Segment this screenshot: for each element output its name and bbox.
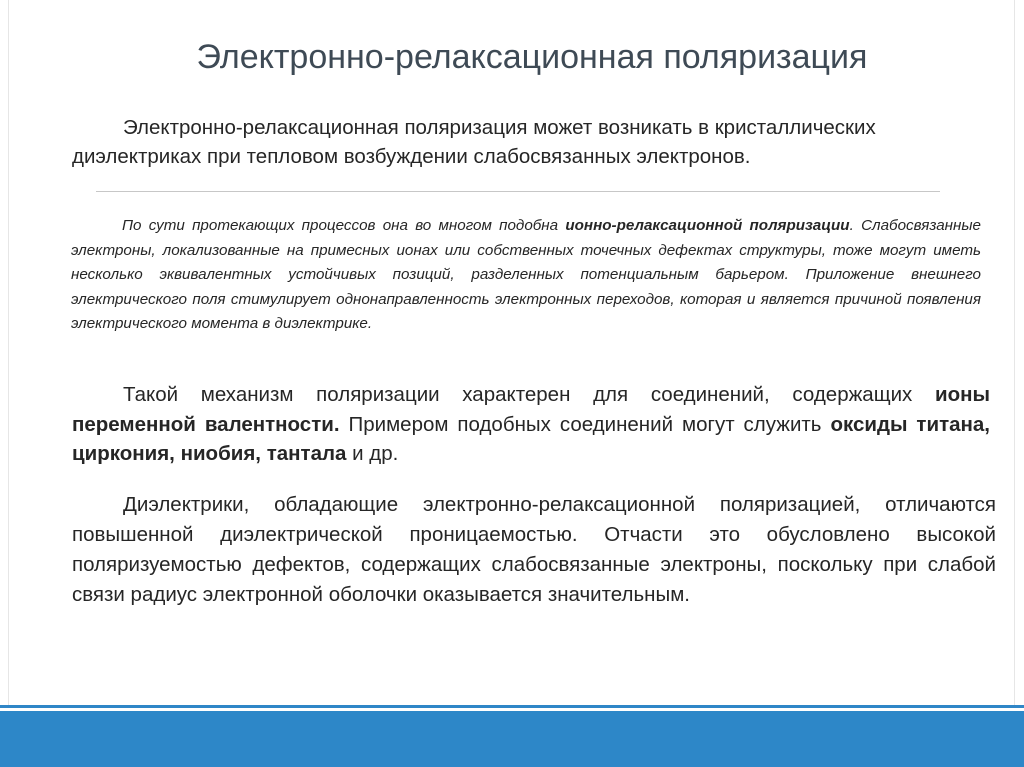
mechanism-text-middle: Примером подобных соединений могут служить (339, 412, 831, 436)
mechanism-text-end: и др. (346, 442, 399, 465)
detail-bold-term: ионно-релаксационной поляризации (565, 217, 850, 234)
mechanism-bold-ions: ионы переменной валентности. (72, 383, 990, 436)
mechanism-bold-oxides: оксиды титана, циркония, ниобия, тантала (72, 412, 990, 465)
section-divider (96, 191, 940, 192)
detail-paragraph (71, 214, 981, 337)
mechanism-text-start: Такой механизм поляризации характерен для соединений, содержащих (123, 383, 935, 406)
footer-bar (0, 711, 1024, 767)
intro-paragraph: Электронно-релаксационная поляризация может возникать в кристаллических диэлектриках при тепловом возбуждении слабосвязанных электронов. (72, 116, 876, 168)
dielectrics-paragraph: Диэлектрики, обладающие электронно-релаксационной поляризацией, отличаются повышенной диэлектрической проницаемостью. Отчасти это обусловлено высокой поляризуемостью дефектов, содержащих слабосвязанные электроны, поскольку при слабой связи радиус электронной оболочки оказывается значительным. (72, 493, 996, 606)
detail-text-start: По сути протекающих процессов она во многом подобна (122, 217, 566, 234)
slide-title: Электронно-релаксационная поляризация (196, 38, 868, 76)
detail-text-end: . Слабосвязанные электроны, локализованные на примесных ионах или собственных точечных дефектах структуры, тоже могут иметь несколько эквивалентных устойчивых позиций, разделенных потенциальным барьером. Приложение внешнего электрического поля стимулирует однонаправленность электронных переходов, которая и является причиной появления электрического момента в диэлектрике. (71, 217, 982, 332)
mechanism-paragraph (72, 380, 990, 469)
footer-accent-line (0, 705, 1024, 708)
